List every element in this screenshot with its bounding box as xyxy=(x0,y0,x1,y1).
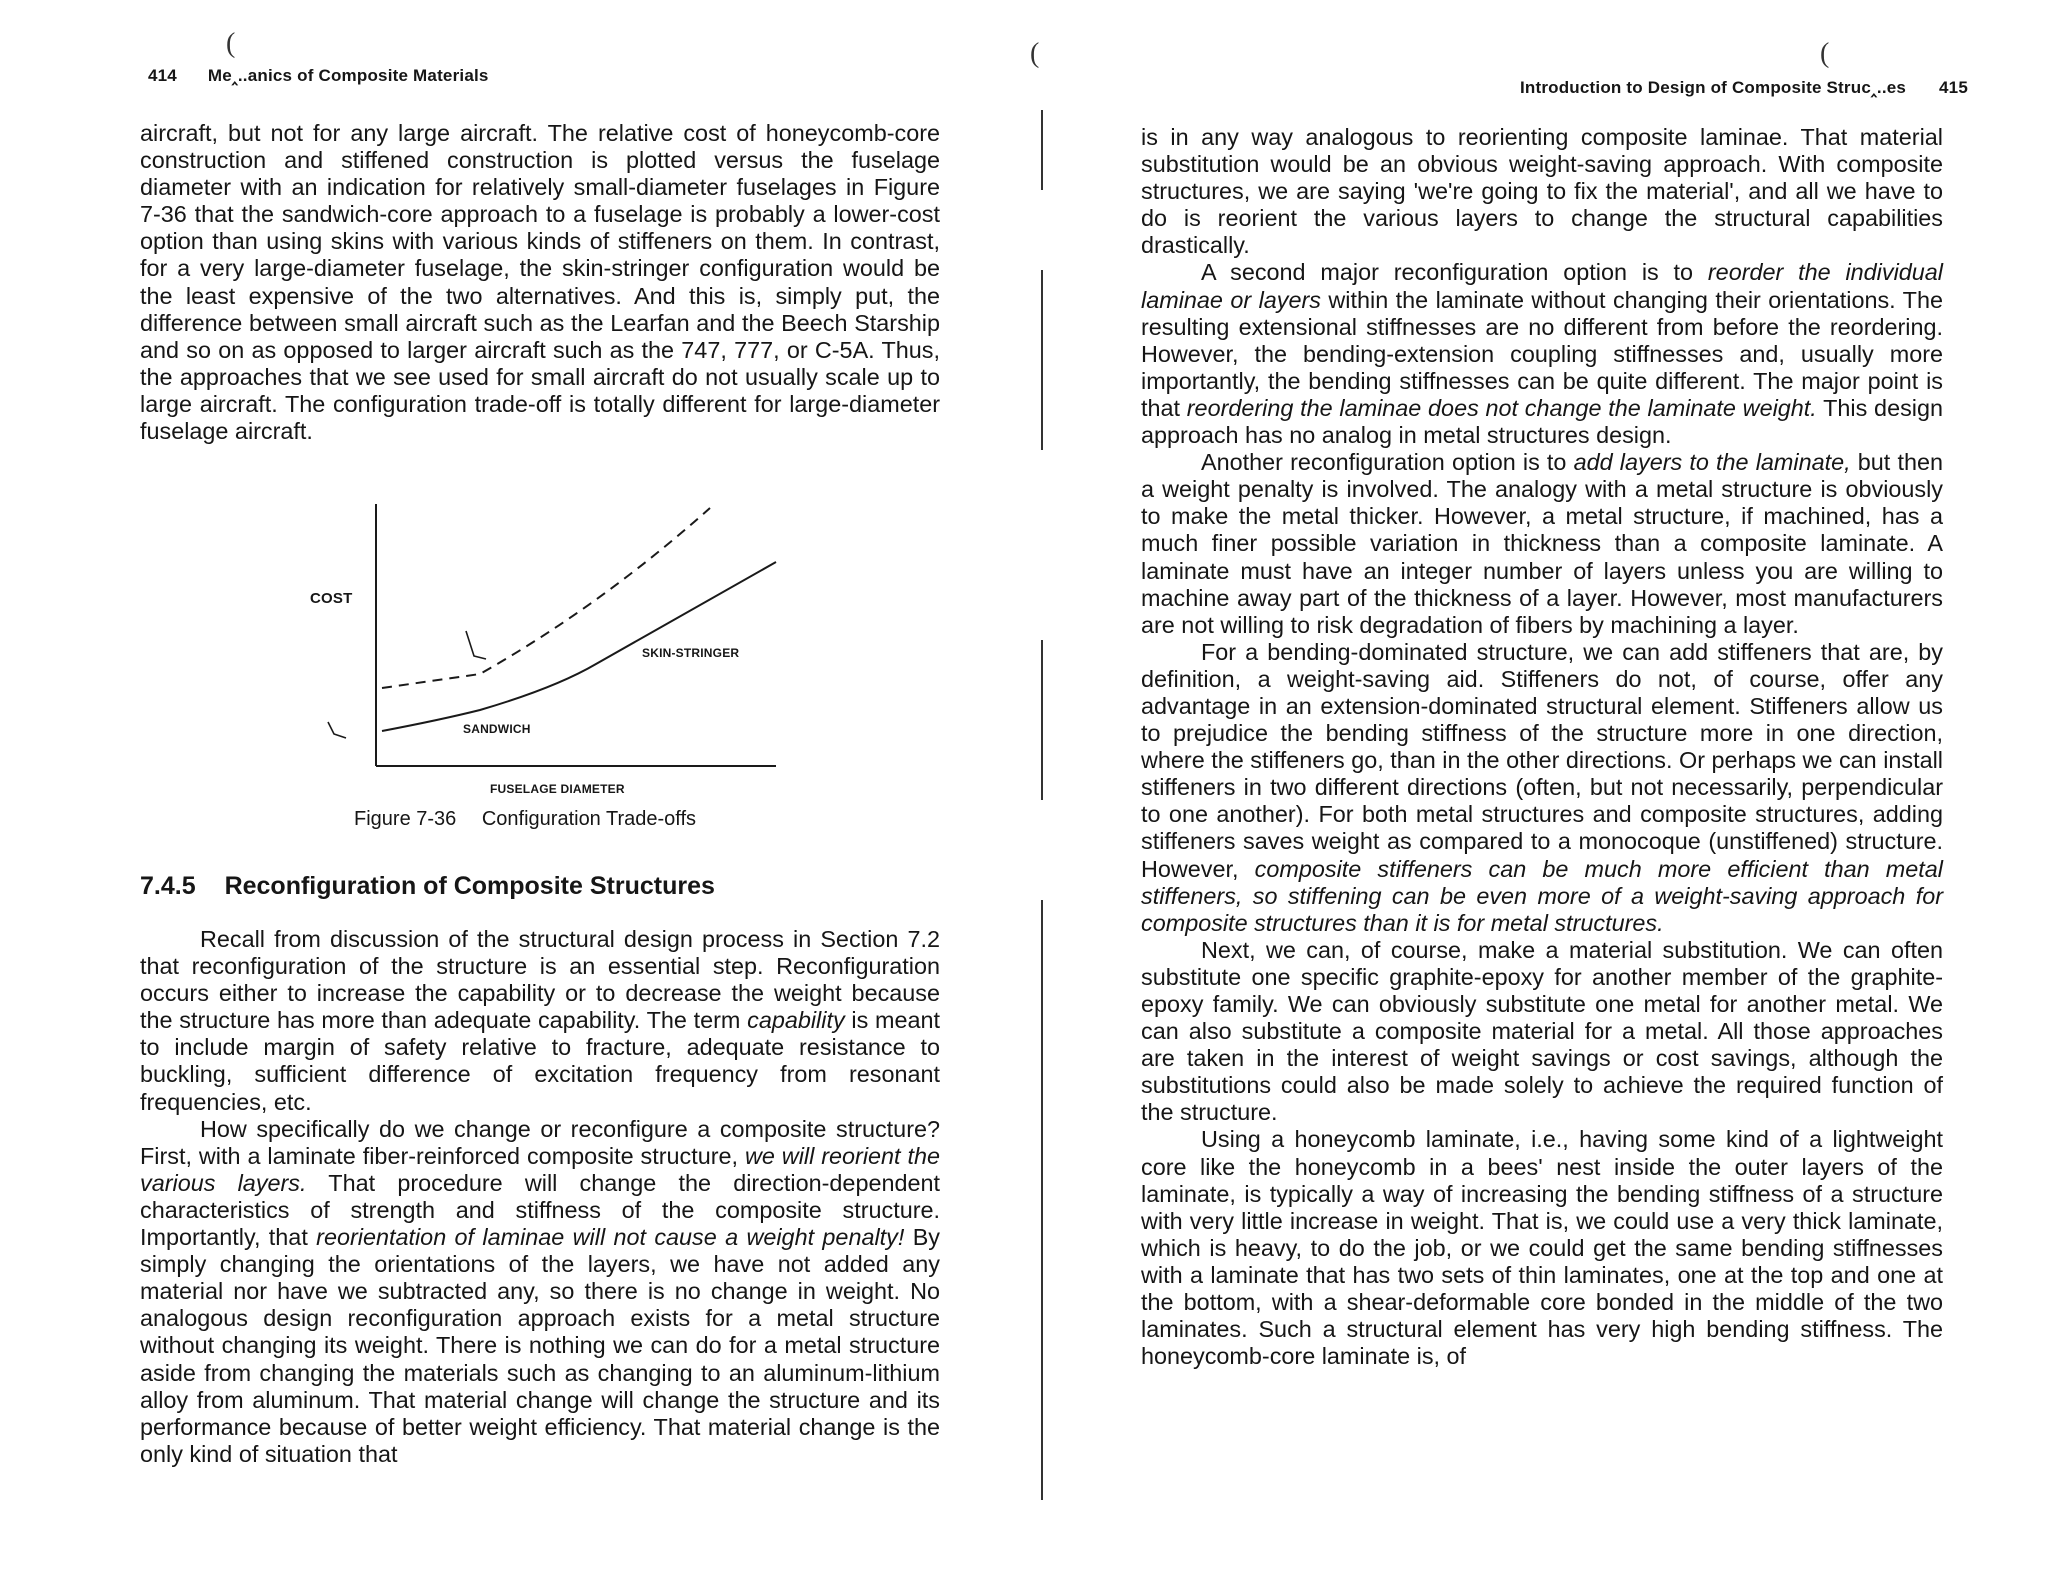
emphasis-run: reorder the individual laminae or layers xyxy=(1141,259,1943,313)
skin-stringer-leader xyxy=(466,631,486,659)
emphasis-run: reordering the laminae does not change the laminate weight. xyxy=(1186,394,1817,421)
right-paragraph-3 xyxy=(1141,449,1943,639)
left-bottom-text xyxy=(140,926,940,1468)
emphasis-run: capability xyxy=(747,1007,845,1034)
right-page-header xyxy=(1520,78,1968,98)
section-heading xyxy=(140,872,940,901)
right-running-title: Introduction to Design of Composite Struc‸..es xyxy=(1519,78,1907,97)
text-run: How specifically do we change or reconfigure a composite structure? First, with a laminate fiber-reinforced composite structure, xyxy=(140,1115,940,1169)
emphasis-run: reorientation of laminae will not cause a weight penalty! xyxy=(316,1224,905,1251)
text-run: A second major reconfiguration option is to xyxy=(1201,259,1708,286)
left-page-number: 414 xyxy=(148,66,177,85)
section-number: 7.4.5 xyxy=(140,872,196,900)
text-run: For a bending-dominated structure, we can add stiffeners that are, by definition, a weight-saving aid. Stiffeners do not, of course, offer any advantage in an extension-dominated structural element. Stiffeners allow us to prejudice the bending stiffness of the structure more in one direction, where the stiffeners go, than in the other directions. Or perhaps we can install stiffeners in two different directions (often, but not necessarily, perpendicular to one another). For both metal structures and composite structures, adding stiffeners saves weight as compared to a monocoque (unstiffened) structure. However, xyxy=(1141,638,1943,882)
right-paragraph-6: Using a honeycomb laminate, i.e., having some kind of a lightweight core like the honeycomb in a bees' nest inside the outer layers of the laminate, is typically a way of increasing the bending stiffness of a structure with very little increase in weight. That is, we could use a very thick laminate, which is heavy, to do the job, or we could get the same bending stiffnesses with a laminate that has two sets of thin laminates, one at the top and one at the bottom, with a shear-deformable core bonded in the middle of the two laminates. Such a structural element has very high bending stiffness. The honeycomb-core laminate is, of xyxy=(1141,1126,1943,1370)
right-text xyxy=(1141,124,1943,1370)
right-paragraph-5: Next, we can, of course, make a material substitution. We can often substitute one specific graphite-epoxy for another member of the graphite-epoxy family. We can obviously substitute one metal for another metal. We can also substitute a composite material for a metal. All those approaches are taken in the interest of weight savings or cost savings, although the substitutions could also be made solely to achieve the required function of the structure. xyxy=(1141,936,1943,1126)
how-paragraph xyxy=(140,1116,940,1468)
figure-title: Configuration Trade-offs xyxy=(481,808,697,830)
left-top-text xyxy=(140,120,940,445)
text-run: This design approach has no analog in metal structures design. xyxy=(1141,394,1943,449)
figure-caption xyxy=(354,808,696,831)
scan-mark: ( xyxy=(226,28,236,59)
left-top-paragraph: aircraft, but not for any large aircraft. The relative cost of honeycomb-core construction and stiffened construction is plotted versus the fuselage diameter with an indication for relatively small-diameter fuselages in Figure 7-36 that the sandwich-core approach to a fuselage is probably a lower-cost option than using skins with various kinds of stiffeners on them. In contrast, for a very large-diameter fuselage, the skin-stringer configuration would be the least expensive of the two alternatives. And this is, simply put, the difference between small aircraft such as the Learfan and the Beech Starship and so on as opposed to larger aircraft such as the 747, 777, or C-5A. Thus, the approaches that we see used for small aircraft do not usually scale up to large aircraft. The configuration trade-off is totally different for large-diameter fuselage aircraft. xyxy=(140,120,940,445)
recall-paragraph xyxy=(140,926,940,1116)
right-page xyxy=(1024,0,2048,1582)
figure-7-36 xyxy=(290,496,810,830)
text-run: but then a weight penalty is involved. The analogy with a metal structure is obviously to make the metal thicker. However, a metal structure, if machined, has a much finer possible variation in thickness than a composite laminate. A laminate must have an integer number of layers unless you are willing to machine away part of the thickness of a layer. However, most manufacturers are not willing to risk degradation of fibers by machining a layer. xyxy=(1141,449,1943,638)
text-run: within the laminate without changing their orientations. The resulting extensional stiffnesses are no different from before the reordering. However, the bending-extension coupling stiffnesses and, usually more importantly, the bending stiffnesses can be quite different. The major point is that xyxy=(1141,286,1943,421)
sandwich-leader xyxy=(328,722,346,738)
fuselage-diameter-axis-label: FUSELAGE DIAMETER xyxy=(490,782,625,796)
text-run: Recall from discussion of the structural design process in Section 7.2 that reconfiguration of the structure is an essential step. Reconfiguration occurs either to increase the capability or to decrease the weight because the structure has more than adequate capability. The term xyxy=(140,926,940,1034)
skin-stringer-label: SKIN-STRINGER xyxy=(642,646,740,660)
scan-mark: ( xyxy=(1820,38,1830,69)
text-run: By simply changing the orientations of the layers, we have not added any material nor have we subtracted any, so there is no change in weight. No analogous design reconfiguration approach exists for a metal structure without changing its weight. There is nothing we can do for a metal structure aside from changing the materials such as changing to an aluminum-lithium alloy from aluminum. That material change will change the structure and its performance because of better weight efficiency. That material change is the only kind of situation that xyxy=(140,1224,941,1467)
emphasis-run: add layers to the laminate, xyxy=(1573,449,1851,476)
right-paragraph-2 xyxy=(1141,259,1943,449)
section-title: Reconfiguration of Composite Structures xyxy=(224,872,715,900)
sandwich-label: SANDWICH xyxy=(463,722,531,736)
text-run: is meant to include margin of safety relative to fracture, adequate resistance to buckling, sufficient difference of excitation frequency from resonant frequencies, etc. xyxy=(140,1007,941,1115)
emphasis-run: we will reorient the various layers. xyxy=(140,1142,940,1196)
left-page-header xyxy=(148,66,489,86)
scan-mark: ( xyxy=(1030,38,1040,69)
sandwich-curve xyxy=(382,508,710,688)
right-paragraph-4 xyxy=(1141,639,1943,937)
figure-number: Figure 7-36 xyxy=(354,808,457,830)
left-running-title: Me‸..anics of Composite Materials xyxy=(207,66,489,85)
right-page-number: 415 xyxy=(1939,78,1968,97)
cost-axis-label: COST xyxy=(310,590,353,607)
text-run: Another reconfiguration option is to xyxy=(1201,449,1574,476)
right-paragraph-1: is in any way analogous to reorienting composite laminae. That material substitution would be an obvious weight-saving approach. With composite structures, we are saying 'we're going to fix the material', and all we have to do is reorient the various layers to change the structural capabilities drastically. xyxy=(1141,124,1943,259)
emphasis-run: composite stiffeners can be much more efficient than metal stiffeners, so stiffening can be even more of a weight-saving approach for composite structures than it is for metal structures. xyxy=(1141,855,1943,936)
text-run: That procedure will change the direction-dependent characteristics of strength and stiffness of the composite structure. Importantly, that xyxy=(140,1169,940,1251)
